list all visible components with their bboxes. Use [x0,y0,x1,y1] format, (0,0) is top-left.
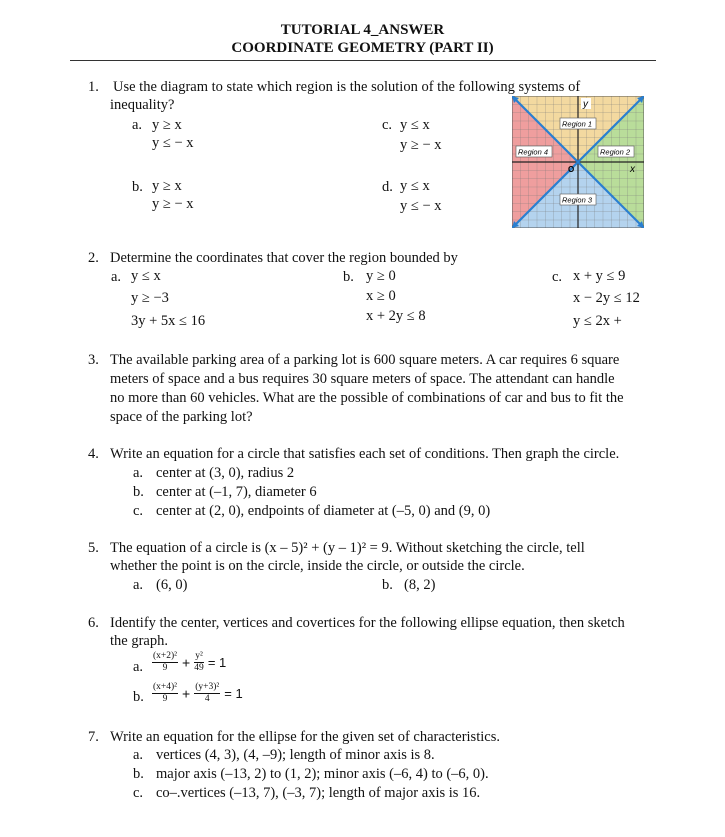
title-rule [70,60,656,61]
q6-b-denominator-2: 4 [204,694,210,704]
q2-a-label: a. [111,269,122,285]
region-3-label: Region 3 [562,195,593,205]
q1-c-label: c. [382,117,393,133]
q6-a-plus: + [182,654,191,671]
q5-line-2: whether the point is on the circle, inside the circle, or outside the circle. [110,558,525,574]
q6-b-equals: = 1 [224,686,243,701]
q3-number: 3. [88,352,99,368]
q5-line-1: The equation of a circle is (x – 5)² + (y – 1)² = 9. Without sketching the circle, tell [110,540,585,556]
q6-a-equation [152,651,226,674]
q4-c-text: center at (2, 0), endpoints of diameter at (–5, 0) and (9, 0) [156,503,491,519]
q2-a-ineq-3: 3y + 5x ≤ 16 [131,313,206,329]
q3-line-4: space of the parking lot? [110,409,253,425]
q2-b-ineq-1: y ≥ 0 [366,268,396,284]
region-4-label: Region 4 [518,147,549,157]
q5-b-label: b. [382,577,393,593]
q6-b-numerator-2: (y+3)² [195,682,220,692]
q7-a-text: vertices (4, 3), (4, –9); length of minor axis is 8. [156,747,435,763]
q5-a-point: (6, 0) [156,577,188,593]
q7-b-text: major axis (–13, 2) to (1, 2); minor axis (–6, 4) to (–6, 0). [156,766,489,782]
q1-text-line-2: inequality? [110,97,175,113]
q6-a-label: a. [133,659,144,675]
q2-c-ineq-3: y ≤ 2x + [573,313,622,329]
q6-b-fraction-1 [152,682,178,705]
q7-c-label: c. [133,785,144,801]
q7-text: Write an equation for the ellipse for the given set of characteristics. [110,729,500,745]
q2-c-label: c. [552,269,563,285]
q3-line-2: meters of space and a bus requires 30 square meters of space. The attendant can handle [110,371,615,387]
q6-a-numerator-1: (x+2)² [153,651,178,661]
q2-b-label: b. [343,269,354,285]
q4-text: Write an equation for a circle that satisfies each set of conditions. Then graph the circle. [110,446,620,462]
q6-line-2: the graph. [110,633,168,649]
q4-c-label: c. [133,503,144,519]
q6-line-1: Identify the center, vertices and covertices for the following ellipse equation, then sketch [110,615,625,631]
region-2-label: Region 2 [600,147,631,157]
q6-b-numerator-1: (x+4)² [153,682,178,692]
q1-d-ineq-2: y ≤ − x [400,198,442,214]
q4-a-text: center at (3, 0), radius 2 [156,465,295,481]
q4-b-label: b. [133,484,144,500]
q6-b-equation [152,682,243,705]
q1-a-ineq-1: y ≥ x [152,117,182,133]
q6-number: 6. [88,615,99,631]
q1-number: 1. [88,79,99,95]
q4-number: 4. [88,446,99,462]
q7-a-label: a. [133,747,144,763]
region-diagram [512,96,644,228]
q3-line-3: no more than 60 vehicles. What are the possible of combinations of car and bus to fit the [110,390,624,406]
title-line-2: COORDINATE GEOMETRY (PART II) [231,40,494,56]
q6-b-fraction-2 [194,682,220,705]
y-axis-label: y [583,99,588,110]
q2-c-ineq-1: x + y ≤ 9 [573,268,626,284]
q5-number: 5. [88,540,99,556]
q5-a-label: a. [133,577,144,593]
q6-b-plus: + [182,685,191,702]
q2-text: Determine the coordinates that cover the region bounded by [110,250,458,266]
x-axis-label: x [630,164,635,175]
q1-d-ineq-1: y ≤ x [400,178,430,194]
q3-line-1: The available parking area of a parking lot is 600 square meters. A car requires 6 square [110,352,620,368]
q2-number: 2. [88,250,99,266]
q1-b-ineq-1: y ≥ x [152,178,182,194]
q6-a-fraction-2 [194,651,204,674]
q2-c-ineq-2: x − 2y ≤ 12 [573,290,640,306]
title-line-1: TUTORIAL 4_ANSWER [280,22,445,38]
q4-b-text: center at (–1, 7), diameter 6 [156,484,317,500]
q2-b-ineq-3: x + 2y ≤ 8 [366,308,426,324]
q1-d-label: d. [382,179,393,195]
q2-a-ineq-1: y ≤ x [131,268,161,284]
q1-c-ineq-1: y ≤ x [400,117,430,133]
q5-b-point: (8, 2) [404,577,436,593]
q6-a-numerator-2: y² [195,651,203,661]
q6-a-fraction-1 [152,651,178,674]
q1-a-ineq-2: y ≤ − x [152,135,194,151]
q4-a-label: a. [133,465,144,481]
q6-b-denominator-1: 9 [162,694,168,704]
origin-label: O [568,165,575,174]
q1-text-line-1: Use the diagram to state which region is the solution of the following systems of [113,79,581,95]
q7-number: 7. [88,729,99,745]
q6-a-denominator-2: 49 [194,663,204,673]
q2-b-ineq-2: x ≥ 0 [366,288,396,304]
q6-a-equals: = 1 [207,655,227,670]
q1-b-ineq-2: y ≥ − x [152,196,194,212]
q6-b-label: b. [133,689,144,705]
q1-b-label: b. [132,179,143,195]
q7-b-label: b. [133,766,144,782]
q7-c-text: co–.vertices (–13, 7), (–3, 7); length of major axis is 16. [156,785,481,801]
q2-a-ineq-2: y ≥ −3 [131,290,169,306]
q1-c-ineq-2: y ≥ − x [400,137,442,153]
q1-a-label: a. [132,117,143,133]
q6-a-denominator-1: 9 [162,663,168,673]
region-1-label: Region 1 [562,119,593,129]
